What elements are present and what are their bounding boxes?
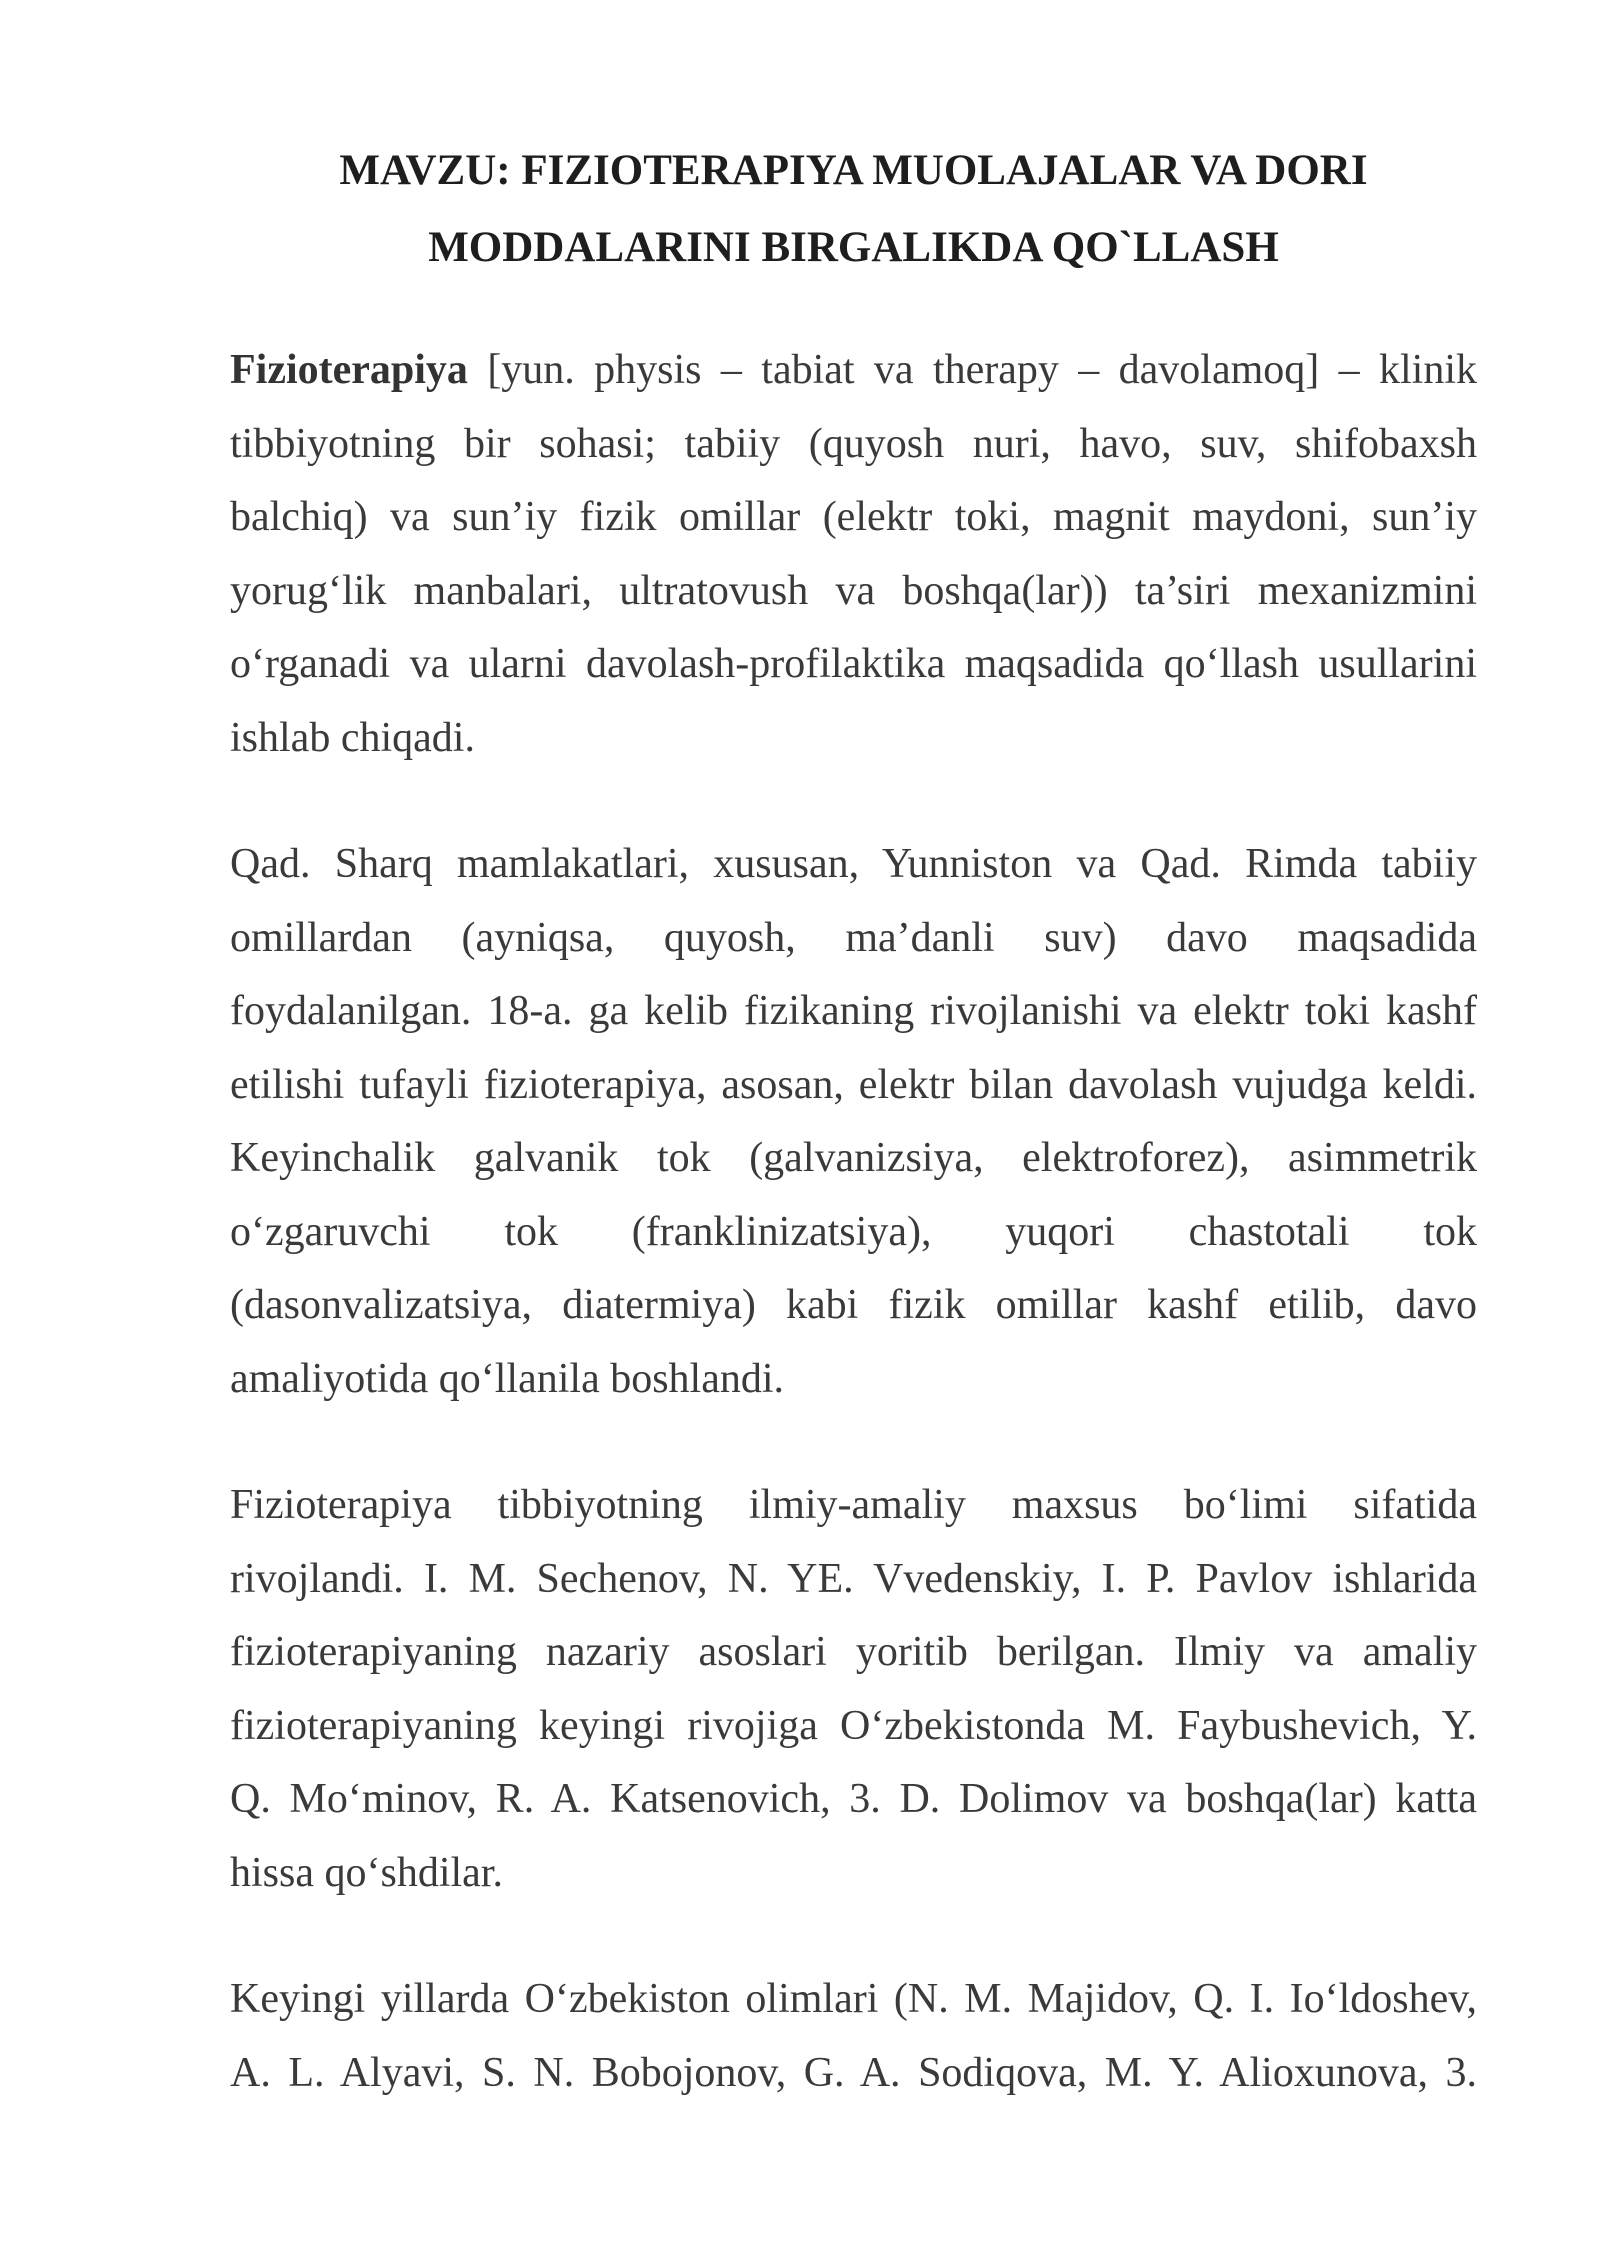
text-line: Keyinchalik galvanik tok (galvanizsiya, elektroforez), asimmetrik (230, 1135, 1477, 1181)
text-line: Fizioterapiya tibbiyotning ilmiy-amaliy maxsus bo‘limi sifatida (230, 1482, 1477, 1528)
text-line: ishlab chiqadi. (230, 714, 475, 761)
paragraph-development (230, 1469, 1477, 1910)
text-line: tibbiyotning bir sohasi; tabiiy (quyosh nuri, havo, suv, shifobaxsh (230, 420, 1477, 467)
page-content (230, 0, 1477, 2110)
text-line: yorug‘lik manbalari, ultratovush va boshqa(lar)) ta’siri mexanizmini (230, 567, 1477, 614)
paragraph-intro (230, 334, 1477, 775)
text-line: fizioterapiyaning nazariy asoslari yoritib berilgan. Ilmiy va amaliy (230, 1629, 1477, 1675)
text-line: Q. Mo‘minov, R. A. Katsenovich, 3. D. Dolimov va boshqa(lar) katta (230, 1776, 1477, 1822)
title-line-1: MAVZU: FIZIOTERAPIYA MUOLAJALAR VA DORI (339, 147, 1368, 194)
text-line: balchiq) va sun’iy fizik omillar (elektr toki, magnit maydoni, sun’iy (230, 494, 1477, 540)
title-line-2: MODDALARINI BIRGALIKDA QO`LLASH (428, 224, 1279, 271)
text-line: foydalanilgan. 18-a. ga kelib fizikaning rivojlanishi va elektr toki kashf (230, 988, 1477, 1034)
text-line: etilishi tufayli fizioterapiya, asosan, elektr bilan davolash vujudga keldi. (230, 1061, 1477, 1108)
paragraph-history (230, 828, 1477, 1416)
text-line: Qad. Sharq mamlakatlari, xususan, Yunniston va Qad. Rimda tabiiy (230, 841, 1477, 887)
text-line: Keyingi yillarda O‘zbekiston olimlari (N. M. Majidov, Q. I. Io‘ldoshev, (230, 1976, 1477, 2022)
text-line: amaliyotida qo‘llanila boshlandi. (230, 1355, 785, 1402)
text-line: o‘rganadi va ularni davolash-profilaktika maqsadida qo‘llash usullarini (230, 641, 1477, 687)
document-title (230, 132, 1477, 286)
text-line: (dasonvalizatsiya, diatermiya) kabi fizik omillar kashf etilib, davo (230, 1282, 1477, 1328)
text-line: o‘zgaruvchi tok (franklinizatsiya), yuqori chastotali tok (230, 1208, 1477, 1255)
text-line (230, 334, 1477, 408)
text-line: rivojlandi. I. M. Sechenov, N. YE. Vvedenskiy, I. P. Pavlov ishlarida (230, 1555, 1477, 1602)
text-line: hissa qo‘shdilar. (230, 1849, 503, 1896)
text-line: fizioterapiyaning keyingi rivojiga O‘zbekistonda M. Faybushevich, Y. (230, 1702, 1477, 1749)
paragraph-recent-years (230, 1963, 1477, 2110)
text-line: omillardan (ayniqsa, quyosh, ma’danli suv) davo maqsadida (230, 914, 1477, 961)
text-line: A. L. Alyavi, S. N. Bobojonov, G. A. Sodiqova, M. Y. Alioxunova, 3. (230, 2049, 1477, 2096)
paragraph-lead-bold: Fizioterapiya (230, 347, 468, 393)
text-span: [yun. physis – tabiat va therapy – davolamoq] – klinik (487, 347, 1477, 393)
